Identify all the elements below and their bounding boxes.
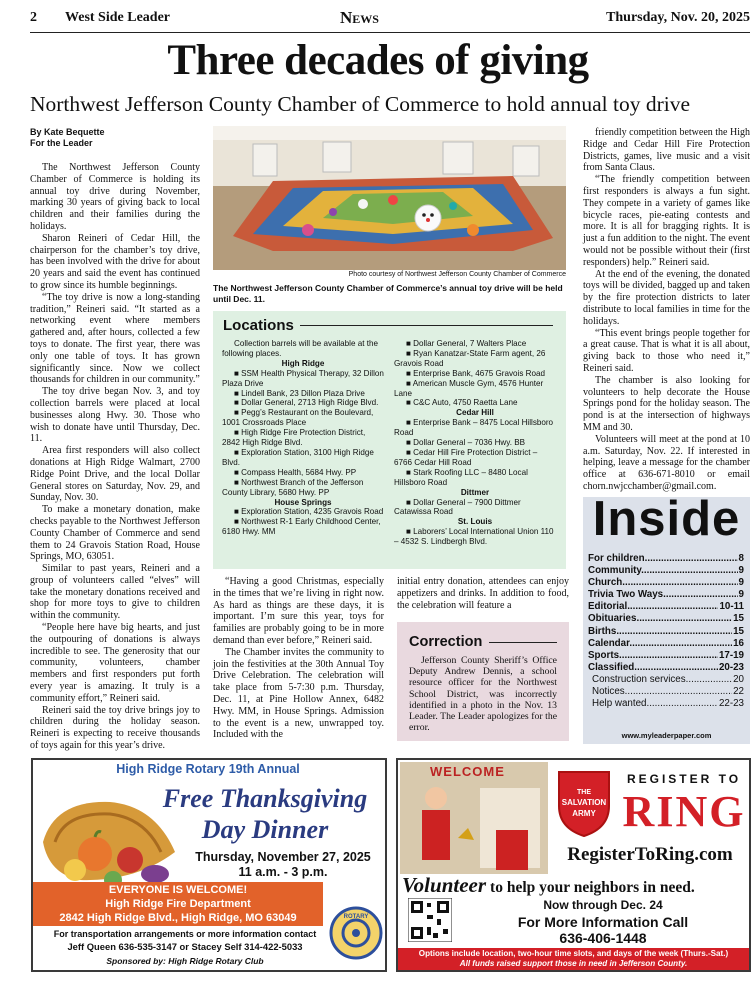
paragraph: “This event brings people together for a great cause. That is what it is all about, giving back to those who need it,” Reineri said. bbox=[583, 327, 750, 374]
inside-item-page: 22 bbox=[733, 686, 744, 698]
location-item: ■ Dollar General – 7036 Hwy. BB bbox=[406, 438, 526, 448]
now-through: Now through Dec. 24 bbox=[543, 898, 663, 912]
inside-item bbox=[588, 626, 744, 638]
inside-item bbox=[588, 650, 744, 662]
location-item: ■ Cedar Hill Fire Protection District – 6766 Cedar Hill Road bbox=[394, 447, 538, 467]
inside-item bbox=[588, 662, 744, 674]
shield-text-3: ARMY bbox=[572, 809, 596, 818]
location-item: ■ Compass Health, 5684 Hwy. PP bbox=[234, 467, 357, 477]
paragraph: Similar to past years, Reineri and a group of volunteers called “elves” will take the monetary donations received and shop for more toys to give to children within the community. bbox=[30, 563, 200, 622]
inside-item-page: 9 bbox=[738, 589, 744, 601]
location-item: ■ Stark Roofing LLC – 8480 Local Hillsboro Road bbox=[394, 467, 528, 487]
toy-drive-illustration bbox=[213, 126, 566, 270]
paragraph: The Northwest Jefferson County Chamber of Commerce is holding its annual toy drive during November, marking 30 years of giving back to local children and their families during the holidays. bbox=[30, 162, 200, 232]
location-item: ■ Exploration Station, 3100 High Ridge Blvd. bbox=[222, 447, 374, 467]
location-heading: Dittmer bbox=[460, 487, 490, 497]
paragraph: Area first responders will also collect donations at High Ridge Walmart, 2700 Ridge Point Drive, and the local Dollar General stores on Saturday, Nov. 29, and Sunday, Nov. 30. bbox=[30, 445, 200, 504]
footer-options: Options include location, two-hour time slots, and days of the week (Thurs.-Sat.) bbox=[418, 949, 729, 958]
inside-item-label: Editorial ..... bbox=[588, 601, 718, 613]
inside-item-label: Construction services ..... bbox=[592, 674, 732, 686]
photo-credit: Photo courtesy of Northwest Jefferson County Chamber of Commerce bbox=[348, 271, 566, 278]
paragraph: Reineri said the toy drive brings joy to children during the holiday season. Reineri is expecting to receive thousands of toys again for this year’s drive. bbox=[30, 704, 200, 752]
inside-item bbox=[588, 553, 744, 565]
correction-text bbox=[409, 655, 557, 733]
rotary-date: Thursday, November 27, 2025 bbox=[195, 850, 371, 864]
paragraph: The Chamber invites the community to join the festivities at the 30th Annual Toy Drive Celebration. The celebration will take place from 5-7:30 p.m. Thursday, Dec. 11, at Pine Hollow Annex, 6482 Hwy. MM, in House Springs. Admission to the event is a new, unwrapped toy. Included with the bbox=[213, 646, 384, 741]
location-item: ■ Pegg’s Restaurant on the Boulevard, 1001 Crossroads Place bbox=[222, 408, 374, 428]
shield-text-1: THE bbox=[577, 789, 591, 796]
location-item: ■ Ryan Kanatzar-State Farm agent, 26 Gravois Road bbox=[394, 348, 546, 368]
inside-item-page: 17-19 bbox=[718, 649, 744, 661]
location-item: ■ Northwest R-1 Early Childhood Center, 6180 Hwy. MM bbox=[222, 517, 381, 537]
paragraph: To make a monetary donation, make checks payable to the Northwest Jefferson County Chamber of Commerce and send them to 24 Gravois Station Road, House Springs, MO, 63051. bbox=[30, 504, 200, 563]
location-item: ■ Enterprise Bank, 4675 Gravois Road bbox=[406, 368, 545, 378]
volunteer-photo bbox=[400, 762, 548, 874]
qr-code-icon[interactable] bbox=[408, 898, 452, 942]
location-item: ■ Northwest Branch of the Jefferson County Library, 5680 Hwy. PP bbox=[222, 477, 364, 497]
inside-item-label: For children ..... bbox=[588, 553, 738, 565]
locations-title-rule bbox=[300, 325, 553, 326]
issue-date: Thursday, Nov. 20, 2025 bbox=[606, 10, 750, 25]
subheadline: Northwest Jefferson County Chamber of Commerce to hold annual toy drive bbox=[30, 92, 690, 116]
location-item: ■ Laborers’ Local International Union 110 – 4532 S. Lindbergh Blvd. bbox=[394, 527, 554, 547]
byline-author: By Kate Bequette bbox=[30, 127, 105, 137]
inside-item-label: Classified ..... bbox=[588, 662, 718, 674]
inside-subitem bbox=[588, 686, 744, 698]
location-item: ■ High Ridge Fire Protection District, 2842 High Ridge Blvd. bbox=[222, 428, 366, 448]
volunteer-word: Volunteer bbox=[402, 873, 487, 897]
bell-ringer-illustration bbox=[400, 778, 548, 874]
inside-item bbox=[588, 601, 744, 613]
inside-item-page: 20-23 bbox=[718, 661, 744, 673]
paragraph: “The friendly competition between first responders is always a fun sight. They compete in a variety of games like bicycle races, pie-eating contests and more. It is all for bragging rights. It is just a fun addition to the night. The event would not be possible without their (first responders) help.” Reineri said. bbox=[583, 174, 750, 268]
paragraph: friendly competition between the High Ridge and Cedar Hill Fire Protection Districts, games, live music and a visit from Santa Claus. bbox=[583, 127, 750, 174]
info-line: For More Information Call bbox=[517, 914, 689, 930]
locations-title: Locations bbox=[223, 317, 294, 334]
location-item: ■ Enterprise Bank – 8475 Local Hillsboro Road bbox=[394, 418, 554, 438]
paper-name: West Side Leader bbox=[65, 10, 170, 25]
rotary-title-line1: Free Thanksgiving bbox=[162, 784, 368, 813]
locations-left-list bbox=[222, 359, 384, 537]
masthead-rule bbox=[30, 32, 750, 33]
inside-item bbox=[588, 589, 744, 601]
inside-item-page: 22-23 bbox=[718, 698, 744, 710]
location-heading: St. Louis bbox=[457, 517, 493, 527]
inside-item-page: 9 bbox=[738, 565, 744, 577]
rotary-contact: Jeff Queen 636-535-3147 or Stacey Self 314-422-5033 bbox=[67, 941, 303, 952]
paragraph: “People here have big hearts, and just the outpouring of donations is always incredible to see. The generosity that our community, volunteers, chamber members and first responders put forth every year is amazing. It truly is a community effort,” Reineri said. bbox=[30, 622, 200, 704]
footer-funds: All funds raised support those in need in Jefferson County. bbox=[459, 959, 688, 968]
location-item: ■ C&C Auto, 4750 Raetta Lane bbox=[406, 398, 518, 408]
inside-item-page: 20 bbox=[733, 673, 744, 685]
inside-item-label: Church ..... bbox=[588, 577, 738, 589]
inside-item-label: Sports ..... bbox=[588, 650, 718, 662]
paragraph: Volunteers will meet at the pond at 10 a.m. Saturday, Nov. 22. If interested in helping, leave a message for the chamber office at 636-671-8010 or email chorn.nwjcchamber@gmail.com. bbox=[583, 433, 750, 492]
locations-intro: Collection barrels will be available at the following places. bbox=[222, 339, 378, 358]
inside-title: Inside bbox=[592, 492, 741, 546]
section-name: News bbox=[340, 8, 379, 27]
welcome-sign: WELCOME bbox=[430, 764, 505, 779]
locations-left-column bbox=[222, 339, 384, 537]
website-link[interactable]: www.myleaderpaper.com bbox=[621, 731, 712, 740]
inside-item-label: Community ..... bbox=[588, 565, 738, 577]
column-3-text: initial entry donation, attendees can enjoy appetizers and drinks. In addition to food, the celebration will feature a bbox=[397, 576, 569, 611]
volunteer-help: to help your neighbors in need. bbox=[490, 879, 695, 896]
column-2-text bbox=[213, 576, 384, 741]
paragraph: Sharon Reineri of Cedar Hill, the chairperson for the chamber’s toy drive, has been involved with the drive for about 20 years and said the event has continued to grow since its humble beginnings. bbox=[30, 232, 200, 291]
ring-word: RING bbox=[622, 787, 746, 836]
inside-item-label: Help wanted ..... bbox=[592, 698, 718, 710]
inside-item-label: Calendar ..... bbox=[588, 638, 732, 650]
paragraph: The toy drive began Nov. 3, and toy collection barrels were placed at local businesses along Hwy. 30. Those who wish to donate have until Thursday, Dec. 11. bbox=[30, 386, 200, 445]
location-item: ■ Dollar General, 7 Walters Place bbox=[406, 339, 527, 348]
inside-item-page: 9 bbox=[738, 577, 744, 589]
register-to: REGISTER TO bbox=[626, 772, 742, 786]
inside-subitem bbox=[588, 698, 744, 710]
article-column-4 bbox=[583, 127, 750, 493]
inside-item-label: Obituaries ..... bbox=[588, 613, 732, 625]
correction-title: Correction bbox=[409, 634, 483, 650]
rotary-venue: High Ridge Fire Department bbox=[105, 898, 251, 910]
volunteer-line bbox=[402, 873, 748, 898]
location-item: ■ Exploration Station, 4235 Gravois Road bbox=[234, 507, 384, 517]
rotary-top-line: High Ridge Rotary 19th Annual bbox=[116, 762, 300, 776]
correction-title-rule bbox=[489, 642, 557, 643]
inside-subitem bbox=[588, 674, 744, 686]
shield-text-2: SALVATION bbox=[561, 798, 607, 807]
paragraph: “The toy drive is now a long-standing tradition,” Reineri said. “It started as a networking event where members gathered and, after hours, collected a few toys to donate. The first year, there was only one table of toys. It has grown significantly since. Now we collect thousands for children in our community.” bbox=[30, 291, 200, 386]
column-4-text bbox=[583, 127, 750, 493]
inside-contents bbox=[588, 553, 744, 710]
column-1-text bbox=[30, 162, 200, 752]
location-item: ■ SSM Health Physical Therapy, 32 Dillon Plaza Drive bbox=[222, 368, 384, 388]
rotary-transport: For transportation arrangements or more information contact bbox=[53, 929, 317, 939]
paragraph: The chamber is also looking for volunteers to help decorate the House Springs pond for the holiday season. The pond is at the intersection of highways MM and 30. bbox=[583, 374, 750, 433]
inside-item bbox=[588, 577, 744, 589]
location-item: ■ Dollar General – 7900 Dittmer Catawissa Road bbox=[394, 497, 521, 517]
phone-number: 636-406-1448 bbox=[559, 930, 647, 946]
inside-item-page: 10-11 bbox=[719, 601, 744, 613]
location-item: ■ Dollar General, 2713 High Ridge Blvd. bbox=[234, 398, 379, 408]
rotary-dinner-ad bbox=[31, 758, 387, 972]
location-item: ■ Lindell Bank, 23 Dillon Plaza Drive bbox=[234, 388, 365, 398]
toy-drive-photo bbox=[213, 126, 566, 270]
headline: Three decades of giving bbox=[167, 37, 589, 84]
rotary-time: 11 a.m. - 3 p.m. bbox=[238, 865, 328, 879]
location-item: ■ American Muscle Gym, 4576 Hunter Lane bbox=[394, 378, 544, 398]
rotary-sponsor: Sponsored by: High Ridge Rotary Club bbox=[106, 956, 264, 966]
inside-item-page: 15 bbox=[733, 613, 744, 625]
rotary-seal-text: ROTARY bbox=[343, 914, 369, 920]
register-site[interactable]: RegisterToRing.com bbox=[567, 844, 733, 865]
location-heading: High Ridge bbox=[281, 358, 325, 368]
salvation-army-ad bbox=[396, 758, 751, 972]
inside-item bbox=[588, 638, 744, 650]
locations-right-column bbox=[394, 339, 556, 547]
inside-item-label: Notices ..... bbox=[592, 686, 732, 698]
locations-right-list bbox=[394, 339, 556, 547]
page-number: 2 bbox=[30, 10, 37, 25]
paragraph: At the end of the evening, the donated toys will be divided, bagged up and taken by the fire protection districts to later distribute to local families in time for the holidays. bbox=[583, 268, 750, 327]
rotary-title-line2: Day Dinner bbox=[201, 815, 329, 844]
photo-caption: The Northwest Jefferson County Chamber of Commerce’s annual toy drive will be held until Dec. 11. bbox=[213, 283, 563, 304]
location-heading: House Springs bbox=[274, 497, 332, 507]
inside-item-page: 15 bbox=[733, 625, 744, 637]
article-column-2-bottom bbox=[213, 576, 384, 741]
rotary-seal bbox=[329, 906, 383, 960]
article-column-1 bbox=[30, 127, 200, 752]
inside-item-page: 8 bbox=[738, 553, 744, 564]
rotary-address: 2842 High Ridge Blvd., High Ridge, MO 63049 bbox=[59, 912, 297, 924]
correction-body: Jefferson County Sheriff’s Office Deputy Andrew Dennis, a school resource officer for the Northwest School District, was incorrectly identified in a photo in the Nov. 13 Leader. The Leader apologizes for the error. bbox=[409, 655, 557, 734]
rotary-welcome: EVERYONE IS WELCOME! bbox=[108, 884, 248, 896]
inside-item bbox=[588, 565, 744, 577]
inside-item bbox=[588, 613, 744, 625]
inside-item-label: Births ..... bbox=[588, 626, 732, 638]
article-column-3-bottom bbox=[397, 576, 569, 611]
inside-item-label: Trivia Two Ways ..... bbox=[588, 589, 738, 601]
byline-affiliation: For the Leader bbox=[30, 138, 93, 148]
inside-item-page: 16 bbox=[733, 637, 744, 649]
salvation-army-shield-icon bbox=[555, 768, 613, 838]
location-heading: Cedar Hill bbox=[456, 408, 494, 418]
paragraph: “Having a good Christmas, especially in the times that we’re living in right now. As hard as things are these days, it is important. I’m sure this year, toys for families are probably going to be in more demand than ever before,” Reineri said. bbox=[213, 576, 384, 646]
